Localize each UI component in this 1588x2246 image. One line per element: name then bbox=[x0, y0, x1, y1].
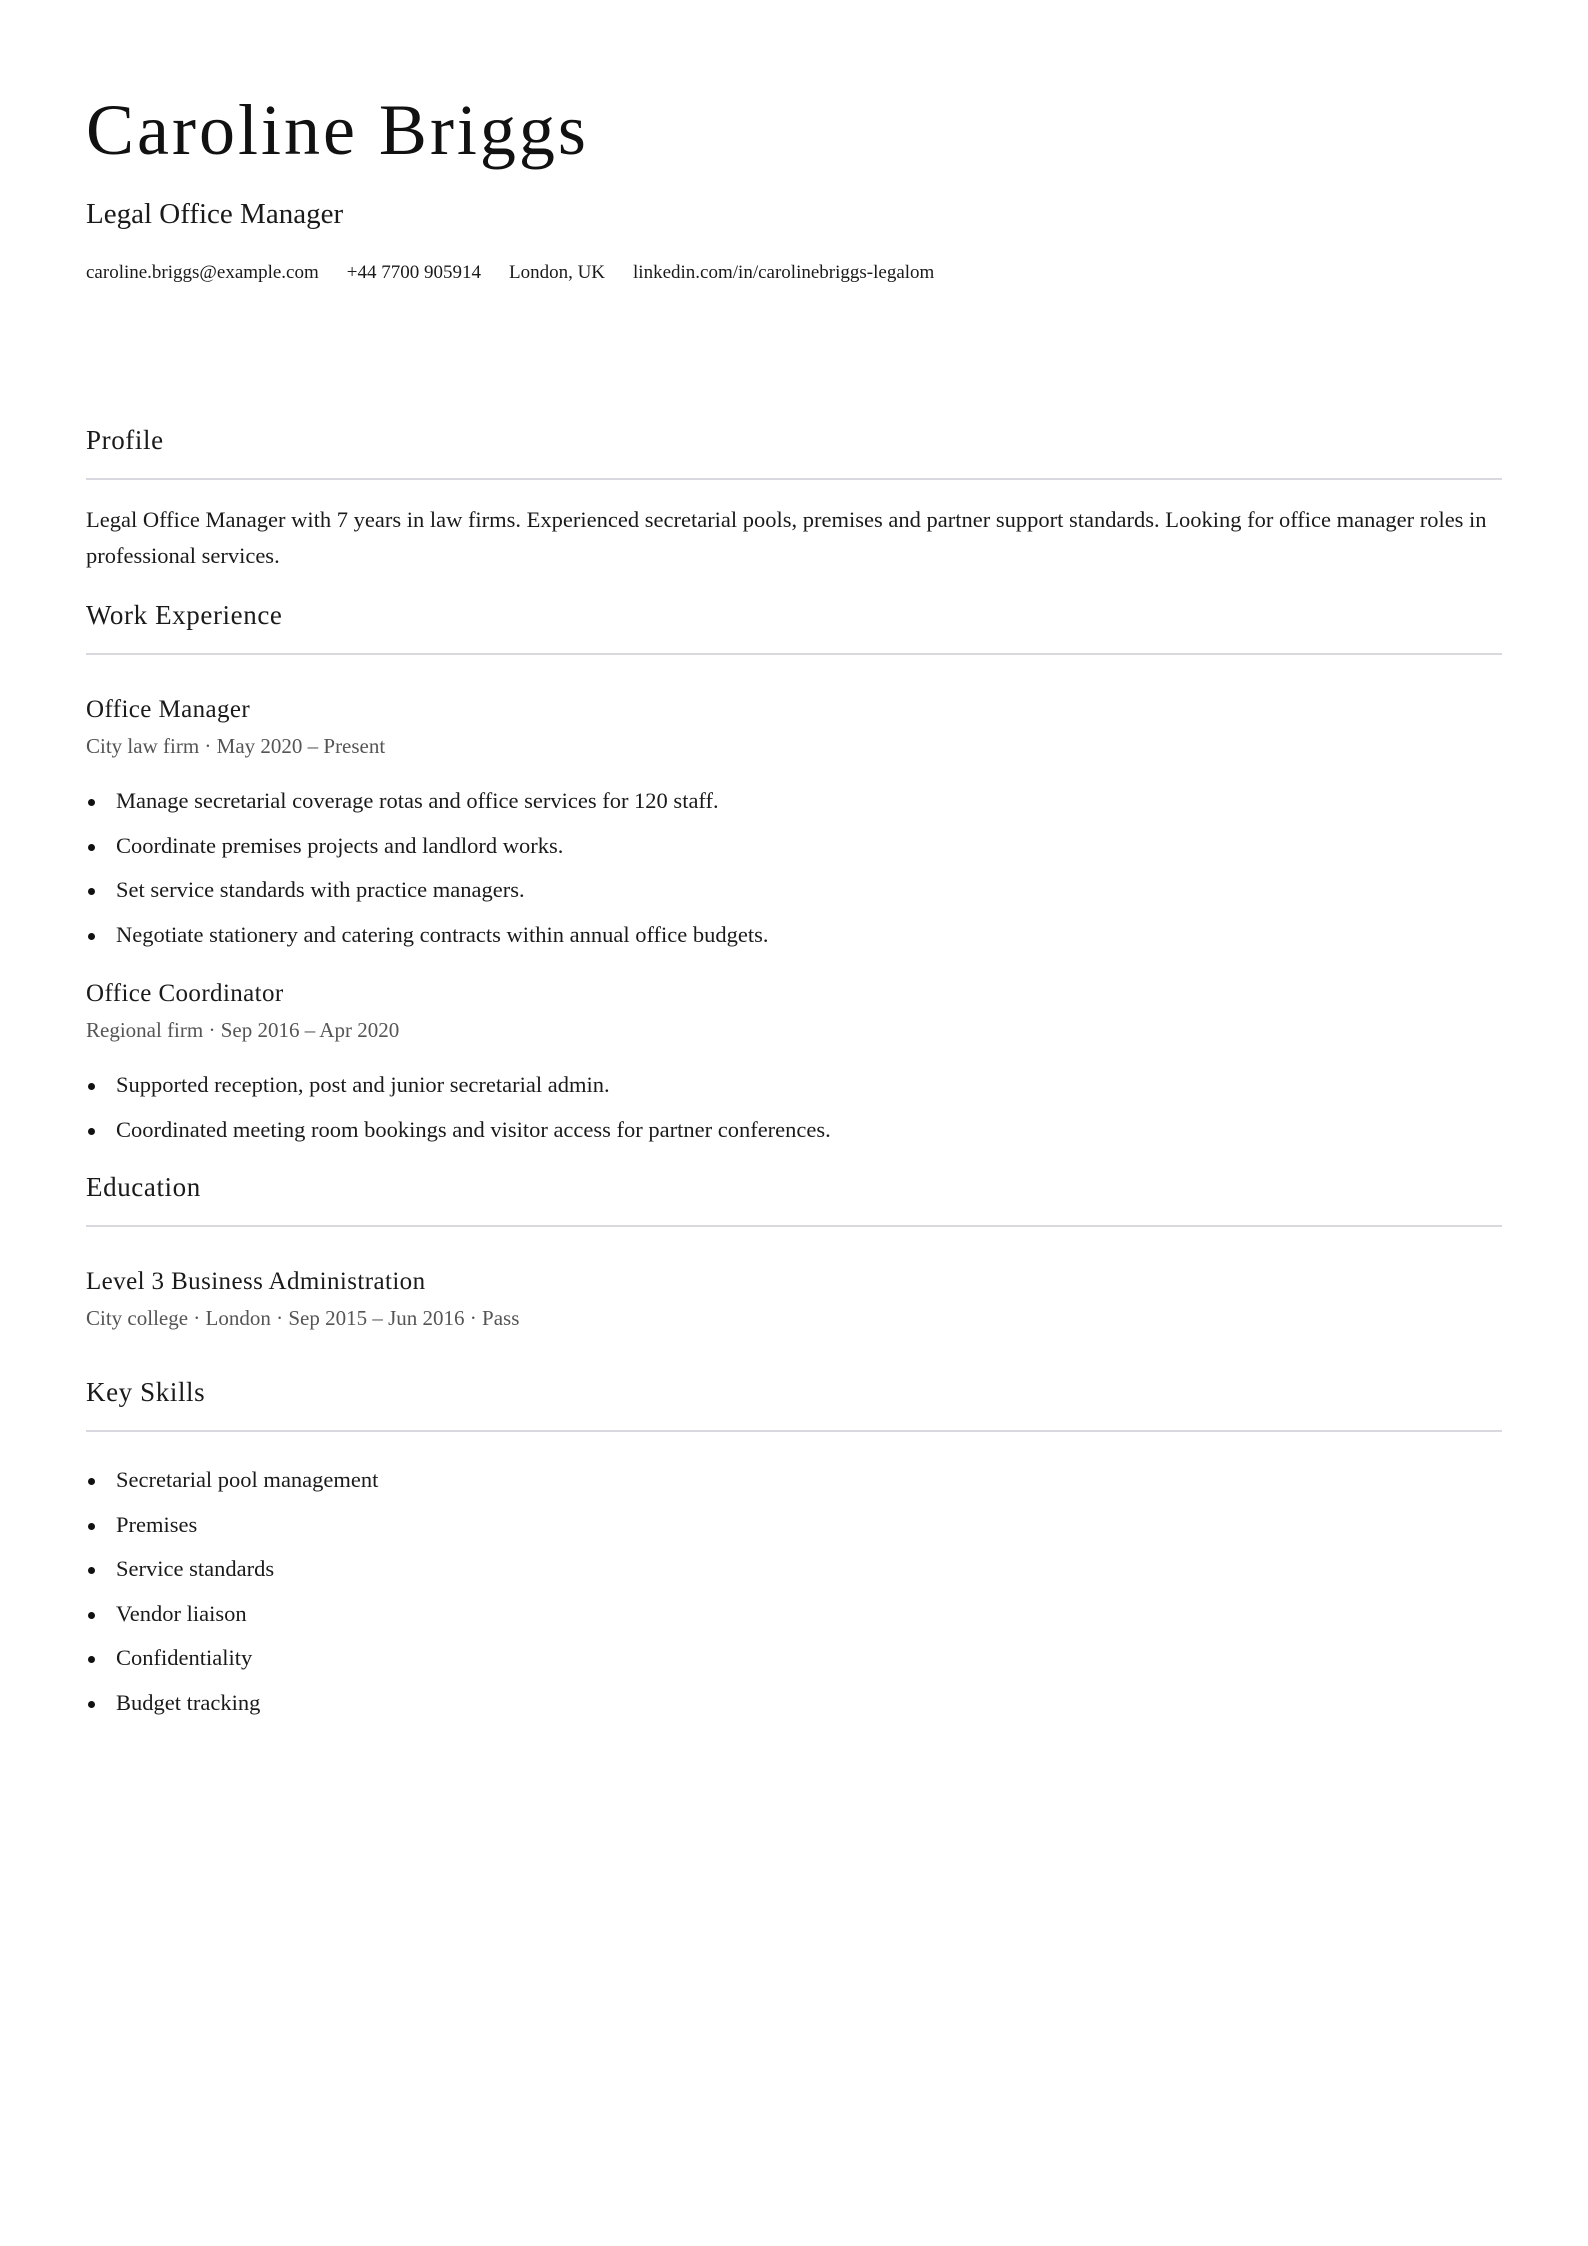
section-heading-profile: Profile bbox=[86, 425, 164, 455]
job-bullets bbox=[86, 779, 1502, 957]
section-heading-key-skills: Key Skills bbox=[86, 1377, 206, 1407]
section-heading-education: Education bbox=[86, 1172, 201, 1202]
contact-email: caroline.briggs@example.com bbox=[86, 262, 319, 283]
section-heading-work-experience: Work Experience bbox=[86, 600, 283, 630]
skills-list bbox=[86, 1458, 1502, 1725]
skill-item: Budget tracking bbox=[86, 1681, 1502, 1726]
skill-item: Confidentiality bbox=[86, 1636, 1502, 1681]
job-bullets bbox=[86, 1063, 1502, 1152]
section-divider bbox=[86, 1430, 1502, 1432]
section-divider bbox=[86, 478, 1502, 480]
contact-phone: +44 7700 905914 bbox=[346, 262, 481, 283]
job-entry bbox=[86, 981, 1502, 1152]
skill-item: Premises bbox=[86, 1503, 1502, 1548]
contact-line bbox=[86, 263, 1502, 282]
education-entry bbox=[86, 1269, 1502, 1329]
candidate-name: Caroline Briggs bbox=[86, 90, 589, 170]
job-bullet: Set service standards with practice managers. bbox=[86, 868, 1502, 913]
job-entry bbox=[86, 697, 1502, 957]
job-bullet: Manage secretarial coverage rotas and office services for 120 staff. bbox=[86, 779, 1502, 824]
section-divider bbox=[86, 1225, 1502, 1227]
work-experience-section bbox=[86, 602, 1502, 1152]
contact-linkedin: linkedin.com/in/carolinebriggs-legalom bbox=[633, 262, 935, 283]
section-divider bbox=[86, 653, 1502, 655]
resume-header bbox=[86, 0, 1502, 282]
job-title: Office Coordinator bbox=[86, 980, 284, 1007]
job-title: Office Manager bbox=[86, 696, 251, 723]
job-bullet: Supported reception, post and junior secretarial admin. bbox=[86, 1063, 1502, 1108]
job-meta: Regional firm · Sep 2016 – Apr 2020 bbox=[86, 1018, 400, 1042]
skill-item: Secretarial pool management bbox=[86, 1458, 1502, 1503]
skill-item: Service standards bbox=[86, 1547, 1502, 1592]
job-bullet: Coordinated meeting room bookings and visitor access for partner conferences. bbox=[86, 1108, 1502, 1153]
candidate-title: Legal Office Manager bbox=[86, 198, 344, 230]
contact-location: London, UK bbox=[508, 262, 606, 283]
skill-item: Vendor liaison bbox=[86, 1592, 1502, 1637]
job-bullet: Negotiate stationery and catering contracts within annual office budgets. bbox=[86, 913, 1502, 958]
profile-section bbox=[86, 427, 1502, 574]
education-meta: City college · London · Sep 2015 – Jun 2016 · Pass bbox=[86, 1306, 520, 1330]
job-meta: City law firm · May 2020 – Present bbox=[86, 734, 386, 758]
education-title: Level 3 Business Administration bbox=[86, 1268, 426, 1295]
key-skills-section bbox=[86, 1379, 1502, 1725]
profile-summary: Legal Office Manager with 7 years in law firms. Experienced secretarial pools, premises and partner support standards. Looking for office manager roles in professional services. bbox=[86, 507, 1487, 568]
education-section bbox=[86, 1174, 1502, 1329]
job-bullet: Coordinate premises projects and landlord works. bbox=[86, 824, 1502, 869]
